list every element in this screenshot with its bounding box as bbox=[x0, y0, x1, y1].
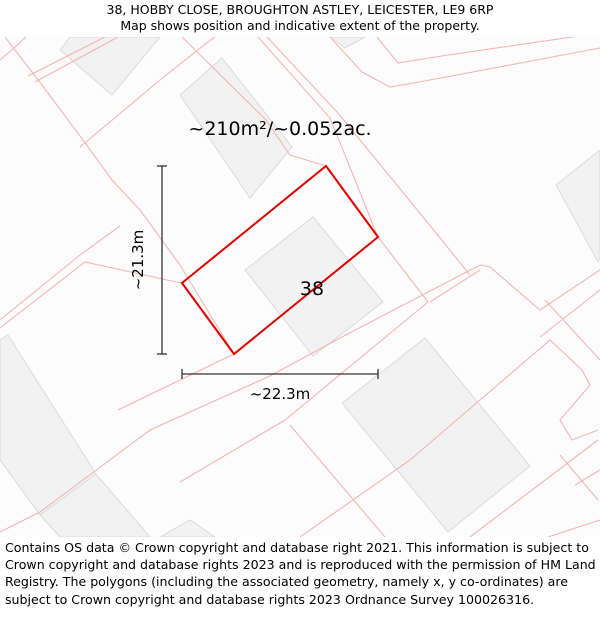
height-dimension-label: ~21.3m bbox=[129, 229, 147, 291]
copyright-notice: Contains OS data © Crown copyright and database right 2021. This information is subject to Crown copyright and database rights 2023 and is reproduced with the permission of HM Land Registry. The polygons (including the associated geometry, namely x, y co-ordinates) are subject to Crown copyright and database rights 2023 Ordnance Survey 100026316. bbox=[5, 540, 596, 607]
map-header bbox=[0, 0, 600, 36]
width-dimension-label: ~22.3m bbox=[249, 385, 311, 403]
map-subtitle: Map shows position and indicative extent of the property. bbox=[120, 18, 480, 33]
property-address: 38, HOBBY CLOSE, BROUGHTON ASTLEY, LEICESTER, LE9 6RP bbox=[106, 2, 494, 17]
house-number-label: 38 bbox=[299, 278, 325, 300]
area-label: ~210m²/~0.052ac. bbox=[188, 118, 372, 140]
property-map[interactable] bbox=[0, 37, 600, 537]
